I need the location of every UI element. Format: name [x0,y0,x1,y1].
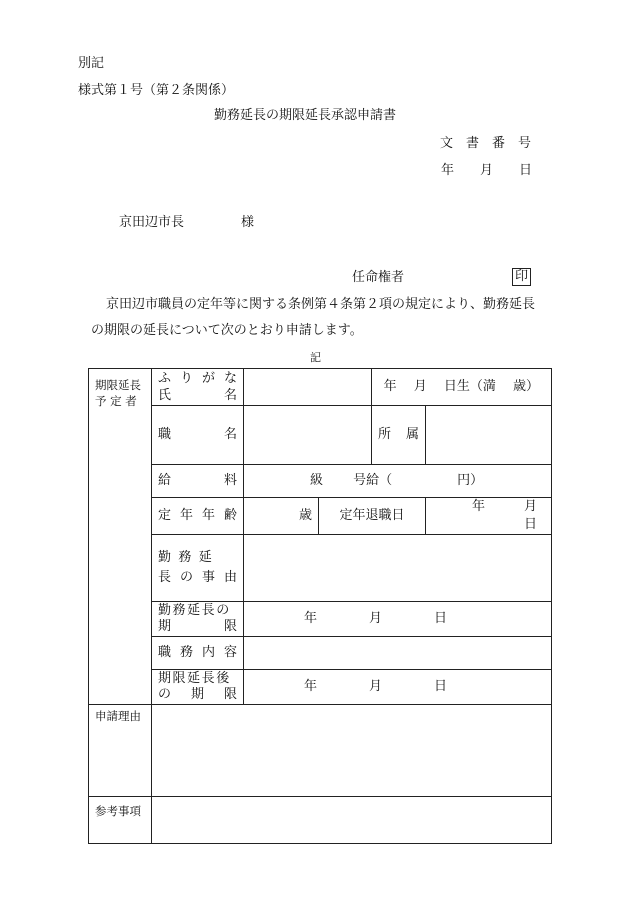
duties-label-char: 内 [201,645,215,660]
row-request-reason [89,705,552,797]
extended-period-label-char: 限 [223,687,237,702]
reason-field[interactable] [244,535,552,602]
age-label-char: 年 [179,508,193,523]
row-position [89,406,552,465]
duties-label-char: 務 [179,645,193,660]
reason-label-char: の [179,570,193,585]
retirement-date-label: 定年退職日 [319,498,426,535]
department-label-char: 属 [405,427,419,442]
remarks-field[interactable] [152,797,552,844]
age-label-char: 定 [158,508,172,523]
body-line-1: 京田辺市職員の定年等に関する条例第４条第２項の規定により、勤務延長 [106,297,536,312]
body-line-2: の期限の延長について次のとおり申請します。 [91,323,363,338]
furigana-char: り [179,371,193,386]
period-field[interactable]: 年 月 日 [244,602,552,637]
position-label-char: 名 [223,427,237,442]
birth-date-field[interactable]: 年 月 日生（満 歳） [372,369,552,406]
addressee-honorific: 様 [241,215,255,230]
row-salary [89,465,552,498]
form-number: 様式第１号（第２条関係） [78,83,235,98]
salary-field[interactable]: 級 号給（ 円） [244,465,552,498]
reason-label-char: 長 [158,570,172,585]
age-label-cell [152,498,244,535]
period-label-char: 期 [158,619,172,634]
period-label-char: 限 [223,619,237,634]
department-label-cell [372,406,426,465]
ki-label: 記 [310,351,321,364]
row-period [89,602,552,637]
reason-label-cell [152,535,244,602]
salary-label-cell [152,465,244,498]
group-label-cell [89,369,152,705]
department-field[interactable] [426,406,552,465]
reason-label-char: 務 [178,550,192,565]
application-table [88,368,577,844]
age-label-char: 齢 [223,508,237,523]
furigana-char: な [223,371,237,386]
furigana-char: ふ [158,371,172,386]
duties-field[interactable] [244,637,552,670]
department-label-char: 所 [378,427,392,442]
reason-label-char: 勤 [158,550,172,565]
name-label-cell [152,369,244,406]
row-remarks [89,797,552,844]
age-field[interactable]: 歳 [244,498,319,535]
extended-period-label-char: の [158,687,172,702]
reason-label-char: 事 [201,570,215,585]
appointing-authority-label: 任命権者 [352,270,405,285]
name-field[interactable] [244,369,372,406]
request-reason-field[interactable] [152,705,552,797]
addressee-name: 京田辺市長 [119,215,185,230]
salary-label-char: 給 [158,473,172,488]
extended-period-label-cell [152,670,244,705]
reason-label-char: 延 [198,550,212,565]
position-label-cell [152,406,244,465]
group-label-line2: 予 定 者 [95,394,137,408]
group-label-line1: 期限延長 [95,378,141,392]
name-label-char: 氏 [158,388,172,403]
furigana-char: が [201,371,215,386]
date-label: 年 月 日 [441,163,533,178]
reason-label-char: 由 [223,570,237,585]
period-label-line1: 勤務延長の [158,603,231,618]
remarks-label: 参考事項 [89,797,152,844]
extended-period-label-char: 期 [190,687,204,702]
document-title: 勤務延長の期限延長承認申請書 [214,108,397,123]
seal-mark: 印 [512,268,531,286]
position-label-char: 職 [158,427,172,442]
duties-label-char: 職 [158,645,172,660]
duties-label-cell [152,637,244,670]
request-reason-label: 申請理由 [89,705,152,797]
duties-label-char: 容 [223,645,237,660]
document-number-label: 文 書 番 号 [440,136,532,151]
row-duties [89,637,552,670]
row-name [89,369,552,406]
row-extended-period [89,670,552,705]
retirement-date-field[interactable]: 年 月 日 [426,498,552,535]
name-label-char: 名 [223,388,237,403]
position-field[interactable] [244,406,372,465]
salary-label-char: 料 [223,473,237,488]
period-label-cell [152,602,244,637]
row-reason [89,535,552,602]
row-age [89,498,552,535]
note-label: 別記 [78,56,105,71]
extended-period-field[interactable]: 年 月 日 [244,670,552,705]
age-label-char: 年 [201,508,215,523]
extended-period-label-line1: 期限延長後 [158,671,231,686]
